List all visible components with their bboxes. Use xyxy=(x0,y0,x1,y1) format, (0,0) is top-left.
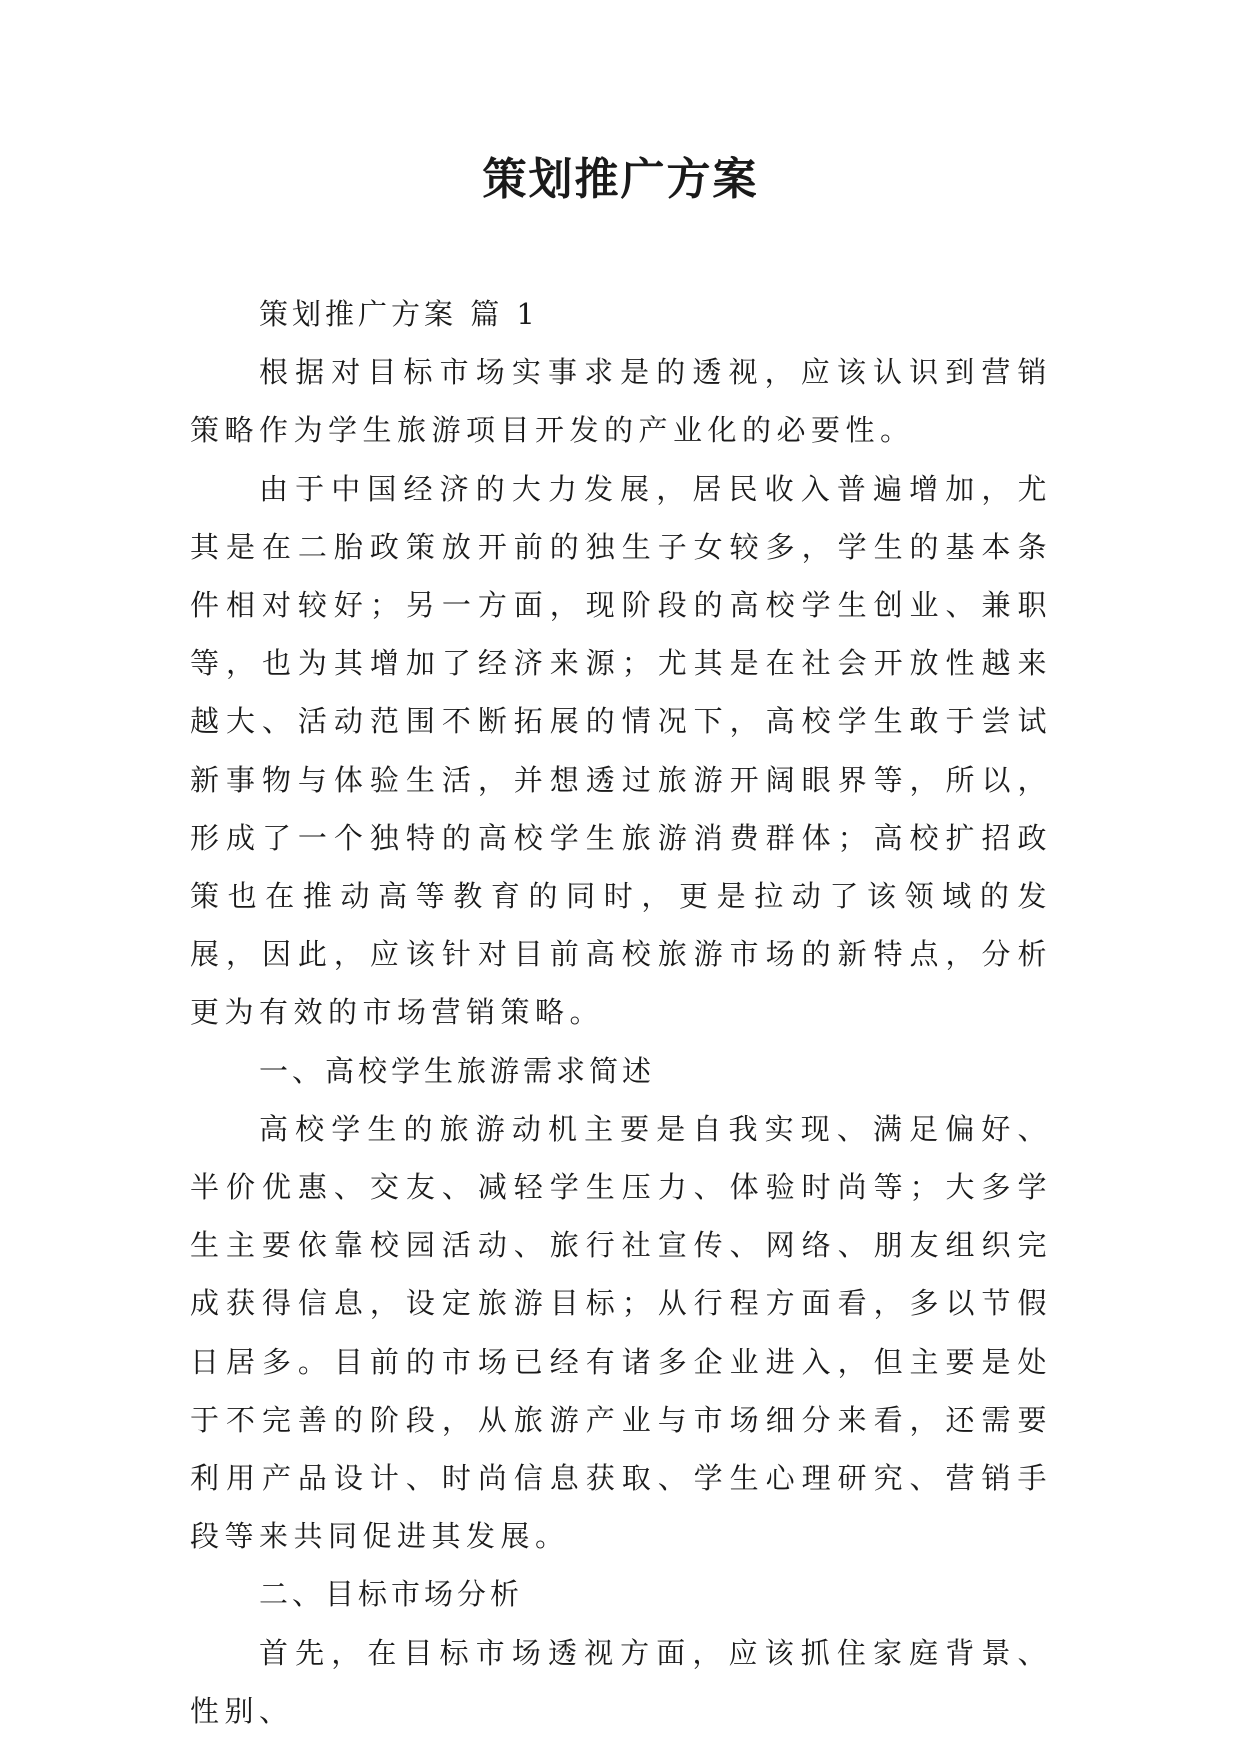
document-title: 策划推广方案 xyxy=(482,154,759,205)
paragraph-market-analysis: 首先，在目标市场透视方面，应该抓住家庭背景、性别、 xyxy=(190,1635,1052,1728)
document-body xyxy=(190,285,1052,1740)
paragraph-background: 由于中国经济的大力发展，居民收入普遍增加，尤其是在二胎政策放开前的独生子女较多，学生的基本条件相对较好；另一方面，现阶段的高校学生创业、兼职等，也为其增加了经济来源；尤其是在社会开放性越来越大、活动范围不断拓展的情况下，高校学生敢于尝试新事物与体验生活，并想透过旅游开阔眼界等，所以，形成了一个独特的高校学生旅游消费群体；高校扩招政策也在推动高等教育的同时，更是拉动了该领域的发展，因此，应该针对目前高校旅游市场的新特点，分析更为有效的市场营销策略。 xyxy=(190,471,1052,1030)
section-heading-market-analysis: 二、目标市场分析 xyxy=(259,1577,524,1612)
paragraph-demand: 高校学生的旅游动机主要是自我实现、满足偏好、半价优惠、交友、减轻学生压力、体验时尚等；大多学生主要依靠校园活动、旅行社宣传、网络、朋友组织完成获得信息，设定旅游目标；从行程方面看，多以节假日居多。目前的市场已经有诸多企业进入，但主要是处于不完善的阶段，从旅游产业与市场细分来看，还需要利用产品设计、时尚信息获取、学生心理研究、营销手段等来共同促进其发展。 xyxy=(190,1111,1052,1554)
section-heading-demand: 一、高校学生旅游需求简述 xyxy=(259,1053,656,1088)
section-heading-part-1: 策划推广方案 篇 1 xyxy=(259,297,539,331)
paragraph-intro: 根据对目标市场实事求是的透视，应该认识到营销策略作为学生旅游项目开发的产业化的必要性。 xyxy=(190,355,1052,448)
